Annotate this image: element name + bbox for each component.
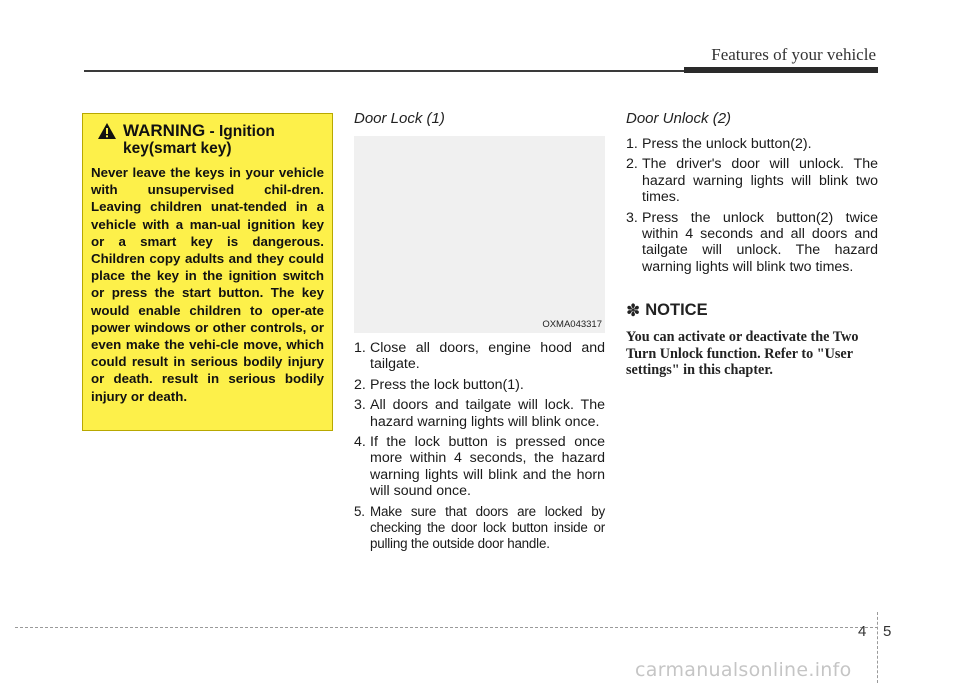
warning-subtitle: - Ignition key(smart key) <box>123 123 275 157</box>
running-header-title: Features of your vehicle <box>711 45 876 64</box>
notice-label: NOTICE <box>645 301 708 320</box>
figure-caption: OXMA043317 <box>542 319 602 330</box>
door-unlock-section <box>626 110 878 379</box>
list-item: 3. All doors and tailgate will lock. The hazard warning lights will blink once. <box>354 397 605 430</box>
footer-divider <box>877 612 878 683</box>
list-item: 2. Press the lock button(1). <box>354 376 524 393</box>
header-rule <box>84 70 684 72</box>
warning-body: Never leave the keys in your vehicle with unsupervised chil-dren. Leaving children unat-tended in a vehicle with a man-ual ignition key or a smart key is dangerous. Children copy adults and they could place the key in the ignition switch or press the start button. The key would enable children to oper-ate power windows or other controls, or even make the vehi-cle move, which could result in serious bodily injury or death. result in serious bodily injury or death. <box>91 165 324 404</box>
chapter-number: 4 <box>858 623 867 640</box>
page-number: 5 <box>883 623 892 640</box>
list-item: 3. Press the unlock button(2) twice within 4 seconds and all doors and tailgate will unlock. The hazard warning lights will blink two times. <box>626 209 878 275</box>
door-lock-heading: Door Lock (1) <box>354 110 445 127</box>
list-item: 2. The driver's door will unlock. The hazard warning lights will blink two times. <box>626 156 878 206</box>
warning-box <box>82 113 333 431</box>
list-item: 4. If the lock button is pressed once more within 4 seconds, the hazard warning lights will blink and the horn will sound once. <box>354 434 605 500</box>
door-unlock-steps <box>626 136 878 275</box>
header-rule-accent <box>684 67 878 73</box>
list-item: 1. Press the unlock button(2). <box>626 136 812 152</box>
list-item: 5. Make sure that doors are locked by checking the door lock button inside or pulling the outside door handle. <box>354 503 605 552</box>
warning-label: WARNING <box>123 121 206 140</box>
door-lock-steps <box>354 340 605 553</box>
notice-heading <box>626 301 878 320</box>
door-lock-figure <box>354 136 605 333</box>
asterisk-icon: ✽ <box>626 301 641 321</box>
list-item: 1. Close all doors, engine hood and tailgate. <box>354 340 605 373</box>
door-lock-section <box>354 110 605 557</box>
warning-triangle-icon <box>97 122 117 140</box>
watermark: carmanualsonline.info <box>635 659 852 681</box>
footer-rule <box>15 627 878 628</box>
notice-body: You can activate or deactivate the Two Turn Unlock function. Refer to "User settings" in this chapter. <box>626 329 859 379</box>
door-unlock-heading: Door Unlock (2) <box>626 110 732 127</box>
warning-title <box>97 122 324 157</box>
